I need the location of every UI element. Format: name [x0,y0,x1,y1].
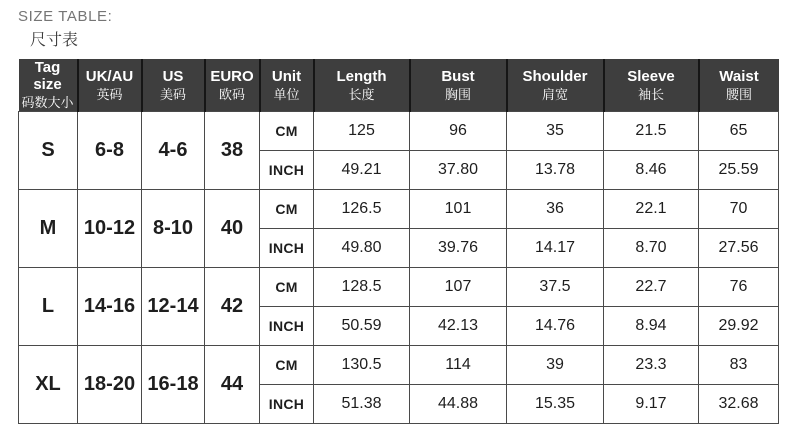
header-en: Tag size [33,59,62,93]
waist-cell: 32.68 [699,385,779,424]
euro-cell: 44 [205,346,260,424]
header-zh: 欧码 [218,86,245,102]
uk-au-cell: 6-8 [78,112,142,190]
header-zh: 美码 [159,86,186,102]
length-cell: 49.80 [314,229,410,268]
header-zh: 英码 [96,86,123,102]
length-cell: 126.5 [314,190,410,229]
bust-cell: 42.13 [410,307,507,346]
uk-au-cell: 18-20 [78,346,142,424]
length-cell: 51.38 [314,385,410,424]
header-zh: 胸围 [444,86,471,102]
euro-cell: 42 [205,268,260,346]
sleeve-cell: 21.5 [604,112,699,151]
sleeve-cell: 22.7 [604,268,699,307]
unit-cell: CM [260,112,314,151]
shoulder-cell: 39 [507,346,604,385]
header-cell-bust [410,59,507,112]
sleeve-cell: 23.3 [604,346,699,385]
header-cell-euro [205,59,260,112]
header-en: US [162,67,184,85]
unit-cell: INCH [260,151,314,190]
sleeve-cell: 8.70 [604,229,699,268]
sleeve-cell: 9.17 [604,385,699,424]
euro-cell: 40 [205,190,260,268]
waist-cell: 83 [699,346,779,385]
bust-cell: 96 [410,112,507,151]
header-row [19,59,779,112]
shoulder-cell: 37.5 [507,268,604,307]
table-row-s-cm [19,112,779,151]
tag-size-cell: M [19,190,78,268]
length-cell: 49.21 [314,151,410,190]
us-cell: 12-14 [142,268,205,346]
tag-size-cell: L [19,268,78,346]
euro-cell: 38 [205,112,260,190]
header-en: Sleeve [627,67,675,85]
sleeve-cell: 8.46 [604,151,699,190]
length-cell: 128.5 [314,268,410,307]
shoulder-cell: 14.76 [507,307,604,346]
waist-cell: 70 [699,190,779,229]
uk-au-cell: 10-12 [78,190,142,268]
waist-cell: 27.56 [699,229,779,268]
header-en: Length [336,67,387,85]
header-cell-unit [260,59,314,112]
waist-cell: 25.59 [699,151,779,190]
table-row-m-cm [19,190,779,229]
bust-cell: 114 [410,346,507,385]
us-cell: 8-10 [142,190,205,268]
us-cell: 4-6 [142,112,205,190]
waist-cell: 76 [699,268,779,307]
us-cell: 16-18 [142,346,205,424]
unit-cell: INCH [260,229,314,268]
tag-size-cell: S [19,112,78,190]
length-cell: 125 [314,112,410,151]
header-en: EURO [210,67,254,85]
shoulder-cell: 35 [507,112,604,151]
shoulder-cell: 36 [507,190,604,229]
bust-cell: 37.80 [410,151,507,190]
header-cell-shoulder [507,59,604,112]
shoulder-cell: 15.35 [507,385,604,424]
waist-cell: 65 [699,112,779,151]
unit-cell: INCH [260,385,314,424]
header-cell-sleeve [604,59,699,112]
header-zh: 腰围 [725,86,752,102]
header-zh: 单位 [273,86,300,102]
header-en: UK/AU [85,67,134,85]
header-cell-waist [699,59,779,112]
size-table [18,59,779,424]
unit-cell: CM [260,346,314,385]
table-row-xl-cm [19,346,779,385]
unit-cell: CM [260,268,314,307]
header-zh: 袖长 [637,86,664,102]
header-en: Bust [441,67,475,85]
tag-size-cell: XL [19,346,78,424]
header-zh: 长度 [348,86,375,102]
bust-cell: 39.76 [410,229,507,268]
unit-cell: INCH [260,307,314,346]
header-en: Shoulder [522,67,588,85]
bust-cell: 107 [410,268,507,307]
table-row-l-cm [19,268,779,307]
uk-au-cell: 14-16 [78,268,142,346]
length-cell: 50.59 [314,307,410,346]
bust-cell: 44.88 [410,385,507,424]
header-cell-us [142,59,205,112]
unit-cell: CM [260,190,314,229]
sleeve-cell: 22.1 [604,190,699,229]
shoulder-cell: 13.78 [507,151,604,190]
bust-cell: 101 [410,190,507,229]
sleeve-cell: 8.94 [604,307,699,346]
header-en: Waist [719,67,759,85]
header-en: Unit [271,67,302,85]
header-zh: 肩宽 [541,86,568,102]
shoulder-cell: 14.17 [507,229,604,268]
header-cell-uk-au [78,59,142,112]
length-cell: 130.5 [314,346,410,385]
header-zh: 码数大小 [21,95,74,110]
waist-cell: 29.92 [699,307,779,346]
page-subtitle: 尺寸表 [30,32,79,49]
page-title: SIZE TABLE: [18,8,113,25]
header-cell-tag-size [19,59,78,112]
header-cell-length [314,59,410,112]
